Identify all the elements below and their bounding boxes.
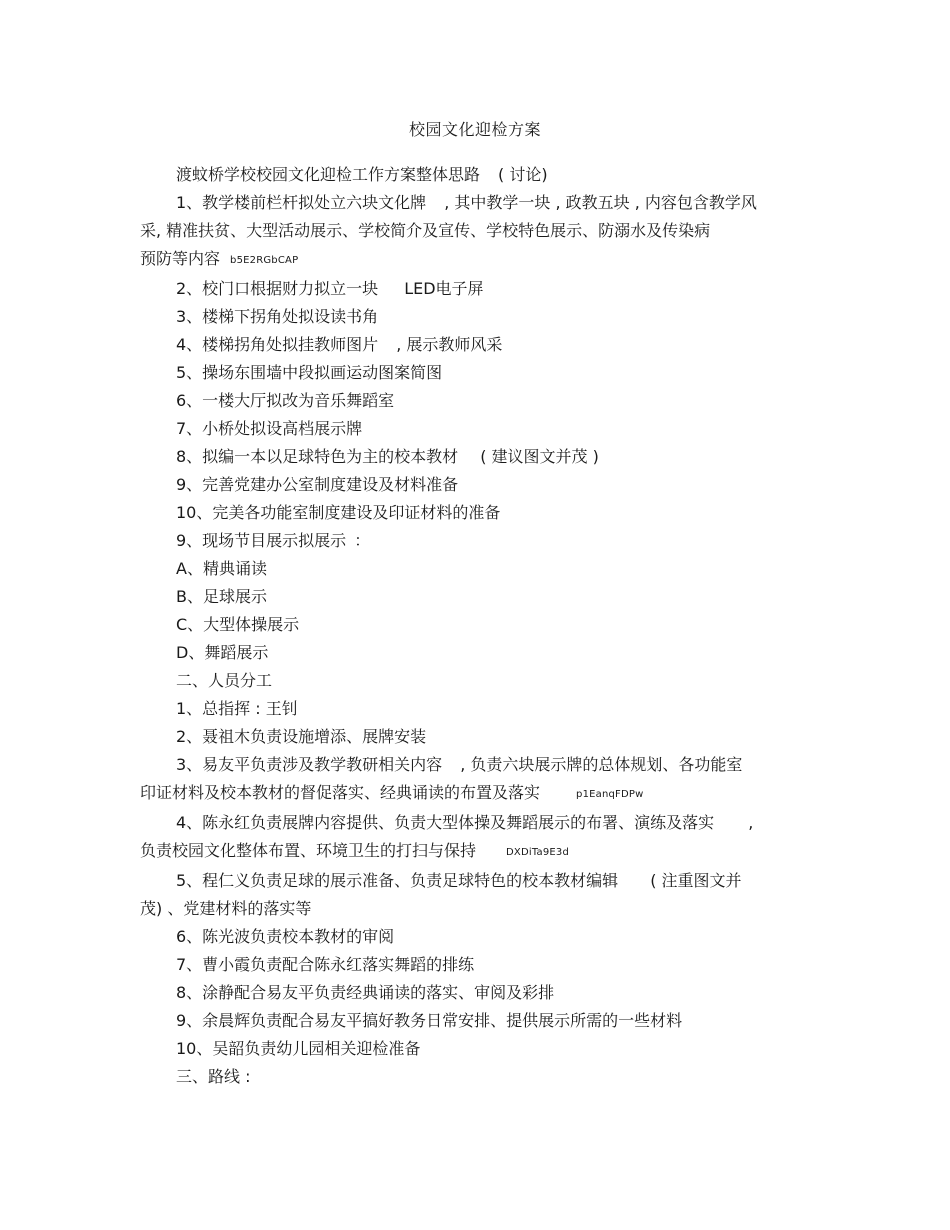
item-11-text-b: ： [354,531,371,550]
item-9: 9、完善党建办公室制度建设及材料准备 [176,475,459,494]
staff-4-paragraph [140,809,820,867]
item-6: 6、一楼大厅拟改为音乐舞蹈室 [176,391,395,410]
item-1-line-3 [140,245,820,275]
item-10: 10、完美各功能室制度建设及印证材料的准备 [176,503,501,522]
item-1-line-1 [140,189,820,217]
staff-3-text-c: 印证材料及校本教材的督促落实、经典诵读的布置及落实 [140,783,541,802]
intro-text: 渡蚊桥学校校园文化迎检工作方案整体思路 [176,165,481,184]
staff-3-line-1 [140,751,820,779]
item-8-text-a: 8、拟编一本以足球特色为主的校本教材 [176,447,459,466]
item-1-text-c: 预防等内容 [140,249,221,268]
staff-3-code: p1EanqFDPw [576,789,644,800]
staff-3-text-b: , 负责六块展示牌的总体规划、各功能室 [460,755,743,774]
option-d: D、舞蹈展示 [176,643,269,662]
item-1-paragraph [140,189,820,275]
staff-5-line-1 [140,867,820,895]
item-2 [140,275,820,303]
staff-10: 10、吴韶负责幼儿园相关迎检准备 [176,1039,421,1058]
option-c: C、大型体操展示 [176,615,300,634]
option-a: A、精典诵读 [176,559,267,578]
staff-5-text-a: 5、程仁义负责足球的展示准备、负责足球特色的校本教材编辑 [176,871,619,890]
document-title: 校园文化迎检方案 [408,120,541,139]
staff-3-paragraph [140,751,820,809]
item-4-text-b: , 展示教师风采 [396,335,503,354]
item-7: 7、小桥处拟设高档展示牌 [176,419,363,438]
staff-4-text-a: 4、陈永红负责展牌内容提供、负责大型体操及舞蹈展示的布署、演练及落实 [176,813,715,832]
item-2-text-b: LED电子屏 [404,279,484,298]
item-8 [140,443,820,471]
staff-7: 7、曹小霞负责配合陈永红落实舞蹈的排练 [176,955,475,974]
item-8-text-b: ( 建议图文并茂 ) [480,447,599,466]
item-4 [140,331,820,359]
item-1-text-b: , 其中教学一块 , 政教五块 , 内容包含教学风 [444,193,757,212]
section-2-heading: 二、人员分工 [176,671,273,690]
intro-note: ( 讨论) [498,165,548,184]
staff-4-line-2 [140,837,820,867]
staff-5-text-b: ( 注重图文并 [650,871,742,890]
staff-6: 6、陈光波负责校本教材的审阅 [176,927,395,946]
staff-1: 1、总指挥 : 王钊 [176,699,298,718]
item-4-text-a: 4、楼梯拐角处拟挂教师图片 [176,335,379,354]
staff-8: 8、涂静配合易友平负责经典诵读的落实、审阅及彩排 [176,983,555,1002]
item-2-text-a: 2、校门口根据财力拟立一块 [176,279,379,298]
staff-5-paragraph [140,867,820,923]
staff-3-line-2 [140,779,820,809]
staff-9: 9、余晨辉负责配合易友平搞好教务日常安排、提供展示所需的一些材料 [176,1011,683,1030]
staff-5-line-2: 茂) 、党建材料的落实等 [140,899,312,918]
staff-4-text-b: , [748,813,754,832]
staff-2: 2、聂祖木负责设施增添、展牌安装 [176,727,427,746]
item-1-line-2: 采, 精准扶贫、大型活动展示、学校简介及宣传、学校特色展示、防溺水及传染病 [140,221,711,240]
staff-4-text-c: 负责校园文化整体布置、环境卫生的打扫与保持 [140,841,477,860]
item-11 [140,527,820,555]
document-body [140,161,820,1091]
item-1-text-a: 1、教学楼前栏杆拟处立六块文化牌 [176,193,427,212]
staff-4-line-1 [140,809,820,837]
staff-4-code: DXDiTa9E3d [506,847,570,858]
item-11-text-a: 9、现场节目展示拟展示 [176,531,347,550]
staff-3-text-a: 3、易友平负责涉及教学教研相关内容 [176,755,443,774]
option-b: B、足球展示 [176,587,267,606]
item-3: 3、楼梯下拐角处拟设读书角 [176,307,379,326]
intro-paragraph [140,161,820,189]
item-1-code: b5E2RGbCAP [230,255,299,266]
item-5: 5、操场东围墙中段拟画运动图案简图 [176,363,443,382]
section-3-heading: 三、路线 : [176,1067,251,1086]
